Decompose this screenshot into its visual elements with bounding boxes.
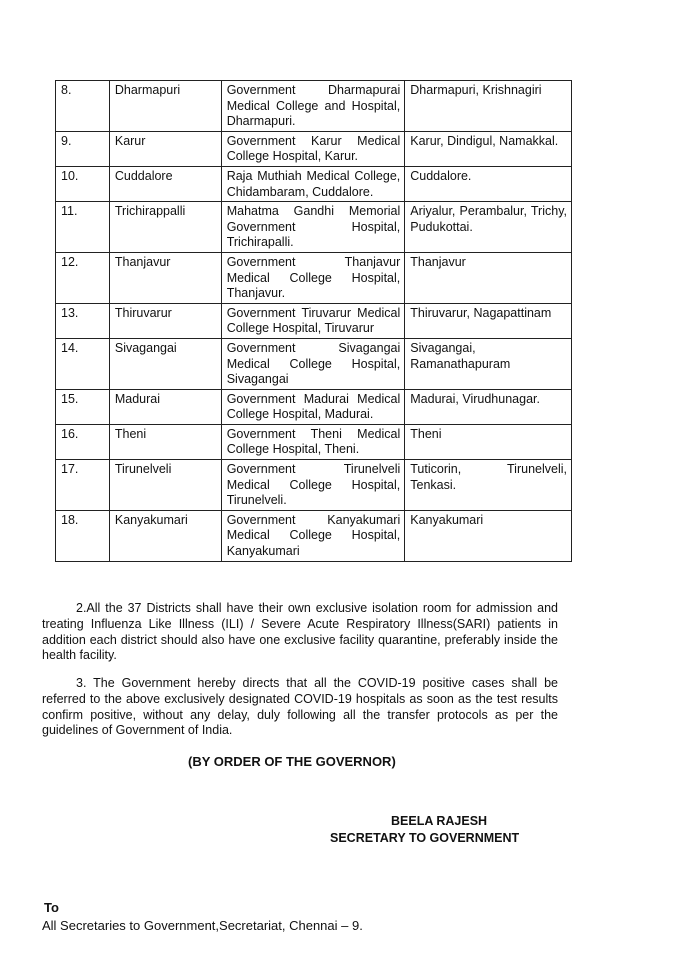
hospital-table — [55, 80, 572, 562]
table-row — [56, 460, 572, 511]
paragraph-3: 3. The Government hereby directs that all the COVID-19 positive cases shall be referred to the above exclusively designated COVID-19 hospitals as soon as the test results confirm positive, without any delay, duly following all the transfer protocols as per the guidelines of Government of India. — [42, 676, 558, 738]
district-cell: Dharmapuri — [109, 81, 221, 132]
district-cell: Theni — [109, 424, 221, 459]
hospital-cell: Government Dharmapurai Medical College and Hospital, Dharmapuri. — [221, 81, 405, 132]
district-cell: Madurai — [109, 389, 221, 424]
table-row — [56, 424, 572, 459]
serial-number-cell: 17. — [56, 460, 110, 511]
table-row — [56, 166, 572, 201]
district-cell: Sivagangai — [109, 338, 221, 389]
districts-covered-cell: Kanyakumari — [405, 510, 572, 561]
serial-number-cell: 14. — [56, 338, 110, 389]
district-cell: Tirunelveli — [109, 460, 221, 511]
district-cell: Thanjavur — [109, 252, 221, 303]
table-row — [56, 202, 572, 253]
district-cell: Karur — [109, 131, 221, 166]
hospital-table-body — [56, 81, 572, 562]
district-cell: Kanyakumari — [109, 510, 221, 561]
serial-number-cell: 16. — [56, 424, 110, 459]
signatory-title: SECRETARY TO GOVERNMENT — [330, 831, 520, 845]
order-line: (BY ORDER OF THE GOVERNOR) — [188, 754, 396, 769]
hospital-cell: Government Sivagangai Medical College Hospital, Sivagangai — [221, 338, 405, 389]
table-row — [56, 338, 572, 389]
table-row — [56, 510, 572, 561]
serial-number-cell: 18. — [56, 510, 110, 561]
table-row — [56, 303, 572, 338]
serial-number-cell: 13. — [56, 303, 110, 338]
serial-number-cell: 10. — [56, 166, 110, 201]
address-line: All Secretaries to Government,Secretariat, Chennai – 9. — [42, 918, 363, 933]
districts-covered-cell: Theni — [405, 424, 572, 459]
districts-covered-cell: Tuticorin, Tirunelveli, Tenkasi. — [405, 460, 572, 511]
districts-covered-cell: Sivagangai, Ramanathapuram — [405, 338, 572, 389]
districts-covered-cell: Thiruvarur, Nagapattinam — [405, 303, 572, 338]
hospital-cell: Mahatma Gandhi Memorial Government Hospital, Trichirapalli. — [221, 202, 405, 253]
serial-number-cell: 8. — [56, 81, 110, 132]
district-cell: Cuddalore — [109, 166, 221, 201]
hospital-cell: Government Kanyakumari Medical College Hospital, Kanyakumari — [221, 510, 405, 561]
hospital-cell: Government Thanjavur Medical College Hospital, Thanjavur. — [221, 252, 405, 303]
serial-number-cell: 15. — [56, 389, 110, 424]
table-row — [56, 252, 572, 303]
paragraph-2: 2.All the 37 Districts shall have their own exclusive isolation room for admission and treating Influenza Like Illness (ILI) / Severe Acute Respiratory Illness(SARI) patients in addition each district should also have one exclusive facility quarantine, preferably inside the health facility. — [42, 601, 558, 663]
to-label: To — [44, 900, 59, 915]
hospital-cell: Government Tiruvarur Medical College Hospital, Tiruvarur — [221, 303, 405, 338]
serial-number-cell: 9. — [56, 131, 110, 166]
hospital-cell: Raja Muthiah Medical College, Chidambaram, Cuddalore. — [221, 166, 405, 201]
table-row — [56, 131, 572, 166]
districts-covered-cell: Cuddalore. — [405, 166, 572, 201]
district-cell: Thiruvarur — [109, 303, 221, 338]
hospital-cell: Government Karur Medical College Hospital, Karur. — [221, 131, 405, 166]
districts-covered-cell: Dharmapuri, Krishnagiri — [405, 81, 572, 132]
table-row — [56, 389, 572, 424]
table-row — [56, 81, 572, 132]
serial-number-cell: 12. — [56, 252, 110, 303]
districts-covered-cell: Karur, Dindigul, Namakkal. — [405, 131, 572, 166]
signatory-name: BEELA RAJESH — [391, 814, 488, 828]
hospital-cell: Government Tirunelveli Medical College Hospital, Tirunelveli. — [221, 460, 405, 511]
districts-covered-cell: Madurai, Virudhunagar. — [405, 389, 572, 424]
districts-covered-cell: Ariyalur, Perambalur, Trichy, Pudukottai. — [405, 202, 572, 253]
district-cell: Trichirappalli — [109, 202, 221, 253]
serial-number-cell: 11. — [56, 202, 110, 253]
signature-block — [330, 813, 580, 847]
hospital-cell: Government Theni Medical College Hospital, Theni. — [221, 424, 405, 459]
hospital-cell: Government Madurai Medical College Hospital, Madurai. — [221, 389, 405, 424]
districts-covered-cell: Thanjavur — [405, 252, 572, 303]
